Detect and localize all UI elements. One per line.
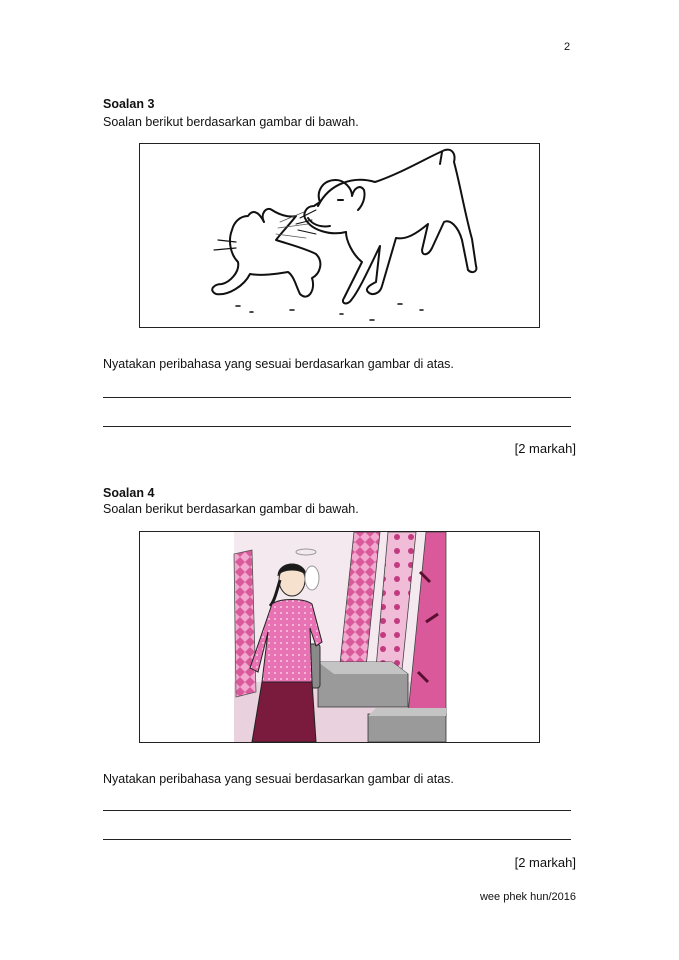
question-3-answer-line-2[interactable]	[103, 426, 571, 427]
fabric-roll-left	[234, 550, 256, 697]
question-3-answer-line-1[interactable]	[103, 397, 571, 398]
dog-outline	[318, 150, 476, 304]
question-3-marks: [2 markah]	[514, 441, 576, 456]
question-4-subtitle: Soalan berikut berdasarkan gambar di bawah.	[103, 502, 359, 516]
question-4-answer-line-2[interactable]	[103, 839, 571, 840]
question-4-marks: [2 markah]	[514, 855, 576, 870]
question-3-illustration	[139, 143, 540, 328]
question-4-answer-line-1[interactable]	[103, 810, 571, 811]
question-4-title: Soalan 4	[103, 486, 155, 500]
question-3-prompt: Nyatakan peribahasa yang sesuai berdasarkan gambar di atas.	[103, 357, 454, 371]
footer-credit: wee phek hun/2016	[479, 891, 576, 903]
question-3-subtitle: Soalan berikut berdasarkan gambar di bawah.	[103, 115, 359, 129]
counter-2	[368, 714, 446, 742]
fabric-shop-drawing	[140, 532, 539, 742]
skirt	[252, 682, 316, 742]
page-number: 2	[564, 41, 571, 53]
question-4-illustration	[139, 531, 540, 743]
question-4-prompt: Nyatakan peribahasa yang sesuai berdasarkan gambar di atas.	[103, 772, 454, 786]
question-3-title: Soalan 3	[103, 97, 155, 111]
cat-and-dog-drawing	[140, 144, 539, 327]
